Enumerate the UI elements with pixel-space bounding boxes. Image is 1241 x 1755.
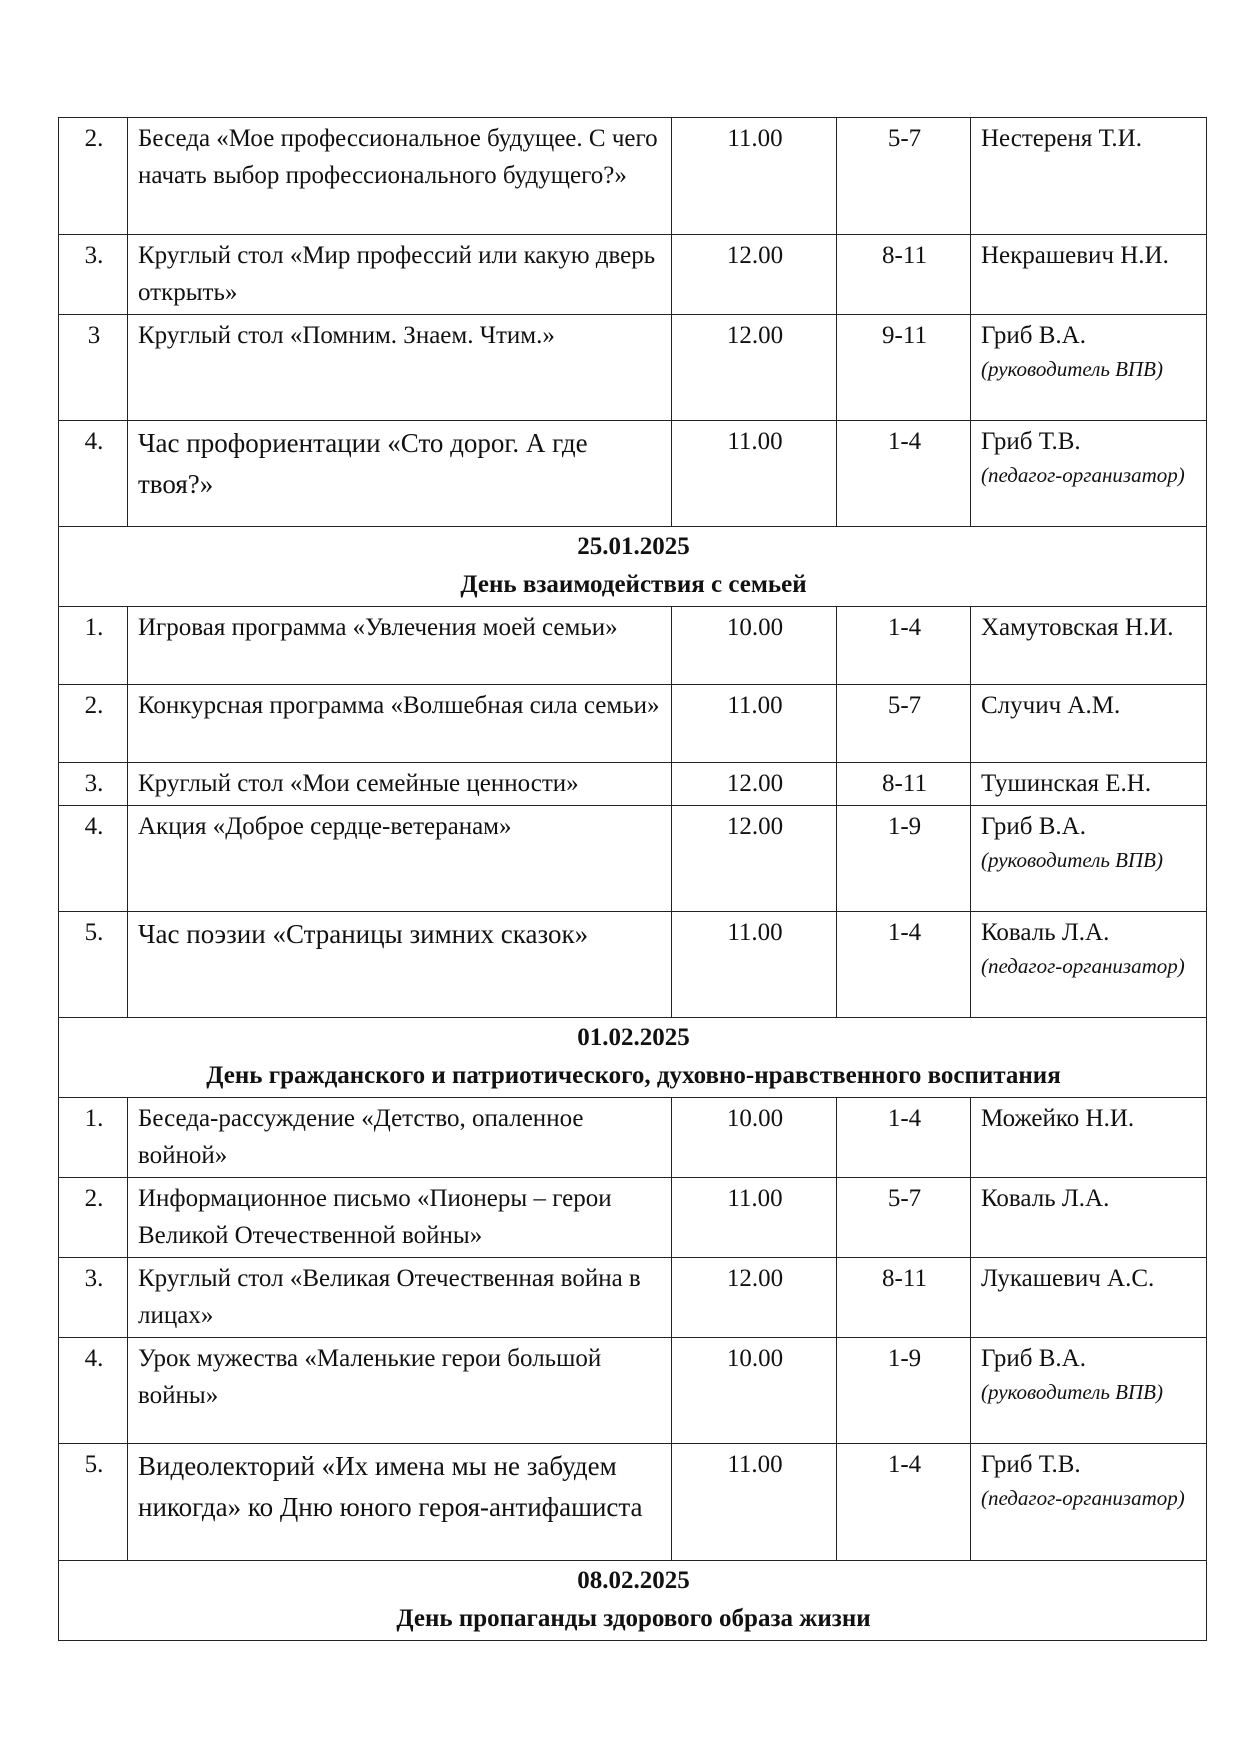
responsible-name: Тушинская Е.Н.: [981, 770, 1152, 797]
row-number: 3: [59, 315, 128, 421]
event-classes: 1-9: [837, 1338, 971, 1444]
table-row: [59, 912, 1207, 1018]
responsible-name: Гриб Т.В.: [981, 1451, 1081, 1478]
event-time: 11.00: [672, 118, 837, 235]
responsible-name: Можейко Н.И.: [981, 1105, 1135, 1132]
responsible-role: (руководитель ВПВ): [981, 848, 1163, 872]
event-time: 11.00: [672, 1178, 837, 1258]
responsible-cell: [971, 806, 1207, 912]
day-header-row: [59, 527, 1207, 607]
event-time: 12.00: [672, 1258, 837, 1338]
responsible-cell: [971, 1338, 1207, 1444]
row-number: 3.: [59, 235, 128, 315]
event-classes: 8-11: [837, 235, 971, 315]
day-header: [59, 1561, 1207, 1641]
table-row: [59, 235, 1207, 315]
table-row: [59, 1338, 1207, 1444]
table-row: [59, 1178, 1207, 1258]
responsible-name: Коваль Л.А.: [981, 1185, 1110, 1212]
day-title: День гражданского и патриотического, духовно-нравственного воспитания: [206, 1062, 1061, 1089]
event-classes: 1-9: [837, 806, 971, 912]
responsible-cell: [971, 685, 1207, 763]
responsible-name: Гриб В.А.: [981, 1345, 1086, 1372]
table-row: [59, 315, 1207, 421]
responsible-cell: [971, 1444, 1207, 1561]
responsible-name: Лукашевич А.С.: [981, 1265, 1155, 1292]
event-time: 10.00: [672, 1338, 837, 1444]
table-row: [59, 806, 1207, 912]
event-classes: 1-4: [837, 1444, 971, 1561]
responsible-cell: [971, 607, 1207, 685]
responsible-role: (руководитель ВПВ): [981, 1380, 1163, 1404]
event-classes: 8-11: [837, 763, 971, 806]
table-row: [59, 421, 1207, 527]
table-row: [59, 1098, 1207, 1178]
row-number: 3.: [59, 763, 128, 806]
event-name: Конкурсная программа «Волшебная сила семьи»: [128, 685, 672, 763]
day-header-row: [59, 1018, 1207, 1098]
event-classes: 5-7: [837, 685, 971, 763]
event-classes: 5-7: [837, 1178, 971, 1258]
row-number: 1.: [59, 607, 128, 685]
event-name: Круглый стол «Мир профессий или какую дверь открыть»: [128, 235, 672, 315]
responsible-name: Некрашевич Н.И.: [981, 242, 1169, 269]
responsible-name: Гриб В.А.: [981, 322, 1086, 349]
row-number: 3.: [59, 1258, 128, 1338]
event-time: 11.00: [672, 912, 837, 1018]
responsible-name: Гриб Т.В.: [981, 428, 1081, 455]
event-time: 11.00: [672, 421, 837, 527]
responsible-role: (педагог-организатор): [981, 954, 1185, 978]
event-name: Информационное письмо «Пионеры – герои Великой Отечественной войны»: [128, 1178, 672, 1258]
event-time: 12.00: [672, 315, 837, 421]
table-row: [59, 118, 1207, 235]
responsible-name: Нестереня Т.И.: [981, 125, 1142, 152]
responsible-role: (педагог-организатор): [981, 1486, 1185, 1510]
event-name: Круглый стол «Мои семейные ценности»: [128, 763, 672, 806]
responsible-cell: [971, 1178, 1207, 1258]
event-classes: 5-7: [837, 118, 971, 235]
table-row: [59, 1258, 1207, 1338]
day-header: [59, 527, 1207, 607]
table-row: [59, 763, 1207, 806]
responsible-cell: [971, 763, 1207, 806]
responsible-cell: [971, 118, 1207, 235]
event-classes: 9-11: [837, 315, 971, 421]
event-name: Игровая программа «Увлечения моей семьи»: [128, 607, 672, 685]
event-name: Беседа «Мое профессиональное будущее. С чего начать выбор профессионального будущего?»: [128, 118, 672, 235]
event-name: Круглый стол «Великая Отечественная война в лицах»: [128, 1258, 672, 1338]
table-row: [59, 1444, 1207, 1561]
event-name: Видеолекторий «Их имена мы не забудем никогда» ко Дню юного героя-антифашиста: [128, 1444, 672, 1561]
row-number: 4.: [59, 806, 128, 912]
event-time: 10.00: [672, 607, 837, 685]
row-number: 5.: [59, 912, 128, 1018]
row-number: 2.: [59, 685, 128, 763]
event-classes: 1-4: [837, 421, 971, 527]
row-number: 2.: [59, 1178, 128, 1258]
day-date: 01.02.2025: [577, 1024, 690, 1051]
day-date: 25.01.2025: [577, 533, 690, 560]
table-row: [59, 607, 1207, 685]
event-time: 12.00: [672, 763, 837, 806]
event-classes: 1-4: [837, 912, 971, 1018]
day-date: 08.02.2025: [577, 1567, 690, 1594]
schedule-table: [58, 117, 1207, 1641]
event-time: 12.00: [672, 806, 837, 912]
responsible-role: (педагог-организатор): [981, 463, 1185, 487]
event-name: Час поэзии «Страницы зимних сказок»: [128, 912, 672, 1018]
day-title: День взаимодействия с семьей: [460, 571, 807, 598]
responsible-role: (руководитель ВПВ): [981, 357, 1163, 381]
event-time: 10.00: [672, 1098, 837, 1178]
event-classes: 1-4: [837, 607, 971, 685]
event-name: Круглый стол «Помним. Знаем. Чтим.»: [128, 315, 672, 421]
row-number: 1.: [59, 1098, 128, 1178]
event-name: Акция «Доброе сердце-ветеранам»: [128, 806, 672, 912]
event-classes: 8-11: [837, 1258, 971, 1338]
event-time: 12.00: [672, 235, 837, 315]
table-row: [59, 685, 1207, 763]
responsible-cell: [971, 1098, 1207, 1178]
responsible-cell: [971, 235, 1207, 315]
row-number: 4.: [59, 1338, 128, 1444]
row-number: 4.: [59, 421, 128, 527]
event-name: Беседа-рассуждение «Детство, опаленное войной»: [128, 1098, 672, 1178]
day-header-row: [59, 1561, 1207, 1641]
event-time: 11.00: [672, 1444, 837, 1561]
event-name: Час профориентации «Сто дорог. А где твоя?»: [128, 421, 672, 527]
responsible-cell: [971, 421, 1207, 527]
responsible-name: Коваль Л.А.: [981, 919, 1110, 946]
responsible-cell: [971, 912, 1207, 1018]
row-number: 2.: [59, 118, 128, 235]
responsible-name: Случич А.М.: [981, 692, 1121, 719]
event-name: Урок мужества «Маленькие герои большой войны»: [128, 1338, 672, 1444]
responsible-name: Гриб В.А.: [981, 813, 1086, 840]
responsible-cell: [971, 315, 1207, 421]
event-classes: 1-4: [837, 1098, 971, 1178]
row-number: 5.: [59, 1444, 128, 1561]
day-title: День пропаганды здорового образа жизни: [396, 1605, 871, 1632]
event-time: 11.00: [672, 685, 837, 763]
responsible-name: Хамутовская Н.И.: [981, 614, 1174, 641]
day-header: [59, 1018, 1207, 1098]
responsible-cell: [971, 1258, 1207, 1338]
